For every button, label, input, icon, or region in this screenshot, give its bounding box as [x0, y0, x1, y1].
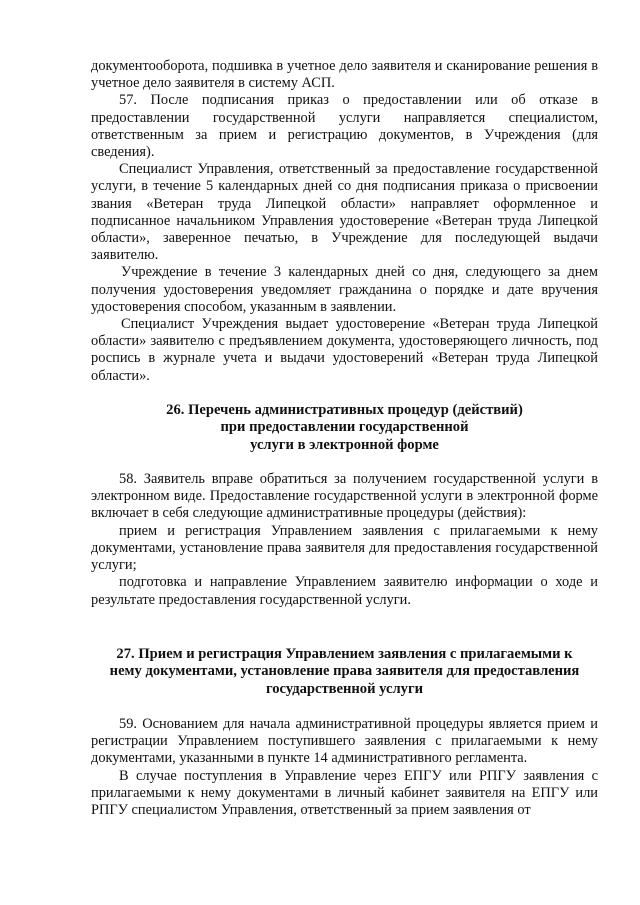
- paragraph-57: 57. После подписания приказ о предоставлении или об отказе в предоставлении государственной услуги направляется специалистом, ответственным за прием и регистрацию документов, в Учреждения (для сведения).: [91, 92, 598, 161]
- section-heading-27-line3: государственной услуги: [265, 680, 424, 697]
- section-heading-26-line1: 26. Перечень административных процедур (действий): [166, 401, 523, 418]
- section-heading-27-line2: нему документами, установление права заявителя для предоставления: [109, 663, 580, 680]
- paragraph-procedure-2: подготовка и направление Управлением заявителю информации о ходе и результате предоставления государственной услуги.: [91, 574, 598, 608]
- paragraph-specialist-institution: Специалист Учреждения выдает удостоверение «Ветеран труда Липецкой области» заявителю с предъявлением документа, удостоверяющего личность, под роспись в журнале учета и выдачи удостоверений «Ветеран труда Липецкой области».: [91, 316, 598, 384]
- section-heading-26-line3: услуги в электронной форме: [250, 436, 439, 453]
- paragraph-procedure-1: прием и регистрация Управлением заявления с прилагаемыми к нему документами, установление права заявителя для предоставления государственной услуги;: [91, 522, 598, 574]
- paragraph-59: 59. Основанием для начала административной процедуры является прием и регистрации Управлением поступившего заявления с прилагаемыми к нему документами, указанными в пункте 14 административного регламента.: [91, 715, 598, 767]
- paragraph-58: 58. Заявитель вправе обратиться за получением государственной услуги в электронном виде. Предоставление государственной услуги в электронной форме включает в себя следующие административные процедуры (действия):: [91, 471, 598, 522]
- section-heading-26-line2: при предоставлении государственной: [220, 419, 469, 436]
- section-heading-27: [91, 646, 598, 698]
- paragraph-epgu-rpgu: В случае поступления в Управление через ЕПГУ или РПГУ заявления с прилагаемыми к нему документами в личный кабинет заявителя на ЕПГУ или РПГУ специалистом Управления, ответственный за прием заявления от: [91, 767, 598, 818]
- section-heading-26: [91, 402, 598, 454]
- paragraph-institution-notify: Учреждение в течение 3 календарных дней со дня, следующего за днем получения удостоверения уведомляет гражданина о порядке и дате вручения удостоверения способом, указанным в заявлении.: [91, 264, 598, 315]
- section-heading-27-line1: 27. Прием и регистрация Управлением заявления с прилагаемыми к: [116, 645, 573, 662]
- paragraph-specialist-management: Специалист Управления, ответственный за предоставление государственной услуги, в течение 5 календарных дней со дня подписания приказа о присвоении звания «Ветеран труда Липецкой области» направляет оформленное и подписанное начальником Управления удостоверение «Ветеран труда Липецкой области», заверенное печатью, в Учреждение для последующей выдачи заявителю.: [91, 161, 598, 264]
- paragraph-continuation: документооборота, подшивка в учетное дело заявителя и сканирование решения в учетное дело заявителя в систему АСП.: [91, 58, 598, 92]
